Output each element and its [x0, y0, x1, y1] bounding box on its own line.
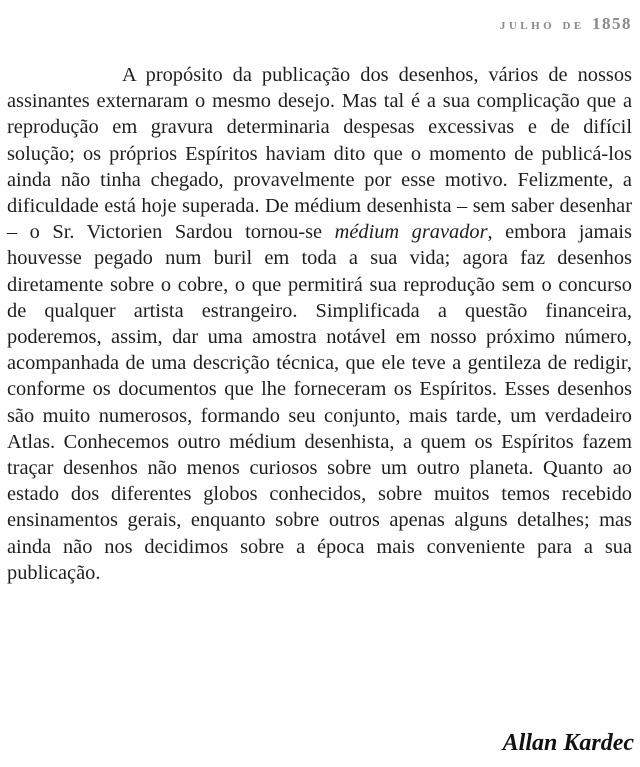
- body-paragraph: [7, 62, 632, 586]
- author-signature: Allan Kardec: [502, 730, 634, 756]
- header-year: 1858: [592, 14, 632, 33]
- header-month: julho: [499, 17, 556, 33]
- paragraph-text-part-1: A propósito da publicação dos desenhos, vários de nossos assinantes externaram o mesmo desejo. Mas tal é a sua complicação que a reprodução em gravura determinaria despesas excessivas e de difícil solução; os próprios Espíritos haviam dito que o momento de publicá-los ainda não tinha chegado, provavelmente por esse motivo. Felizmente, a dificuldade está hoje superada. De médium desenhista – sem saber desenhar – o Sr. Victorien Sardou tornou-se: [7, 64, 632, 244]
- paragraph-text-part-2: , embora jamais houvesse pegado num buril em toda a sua vida; agora faz desenhos diretamente sobre o cobre, o que permitirá sua reprodução sem o concurso de qualquer artista estrangeiro. Simplificada a questão financeira, poderemos, assim, dar uma amostra notável em nosso próximo número, acompanhada de uma descrição técnica, que ele teve a gentileza de redigir, conforme os documentos que lhe forneceram os Espíritos. Esses desenhos são muito numerosos, formando seu conjunto, mais tarde, um verdadeiro Atlas. Conhecemos outro médium desenhista, a quem os Espíritos fazem traçar desenhos não menos curiosos sobre um outro planeta. Quanto ao estado dos diferentes globos conhecidos, sobre muitos temos recebido ensinamentos gerais, enquanto sobre outros apenas alguns detalhes; mas ainda não nos decidimos sobre a época mais conveniente para a sua publicação.: [7, 221, 632, 584]
- header-de: de: [562, 17, 585, 33]
- paragraph-emphasis: médium gravador: [334, 221, 488, 244]
- running-header: [500, 14, 632, 34]
